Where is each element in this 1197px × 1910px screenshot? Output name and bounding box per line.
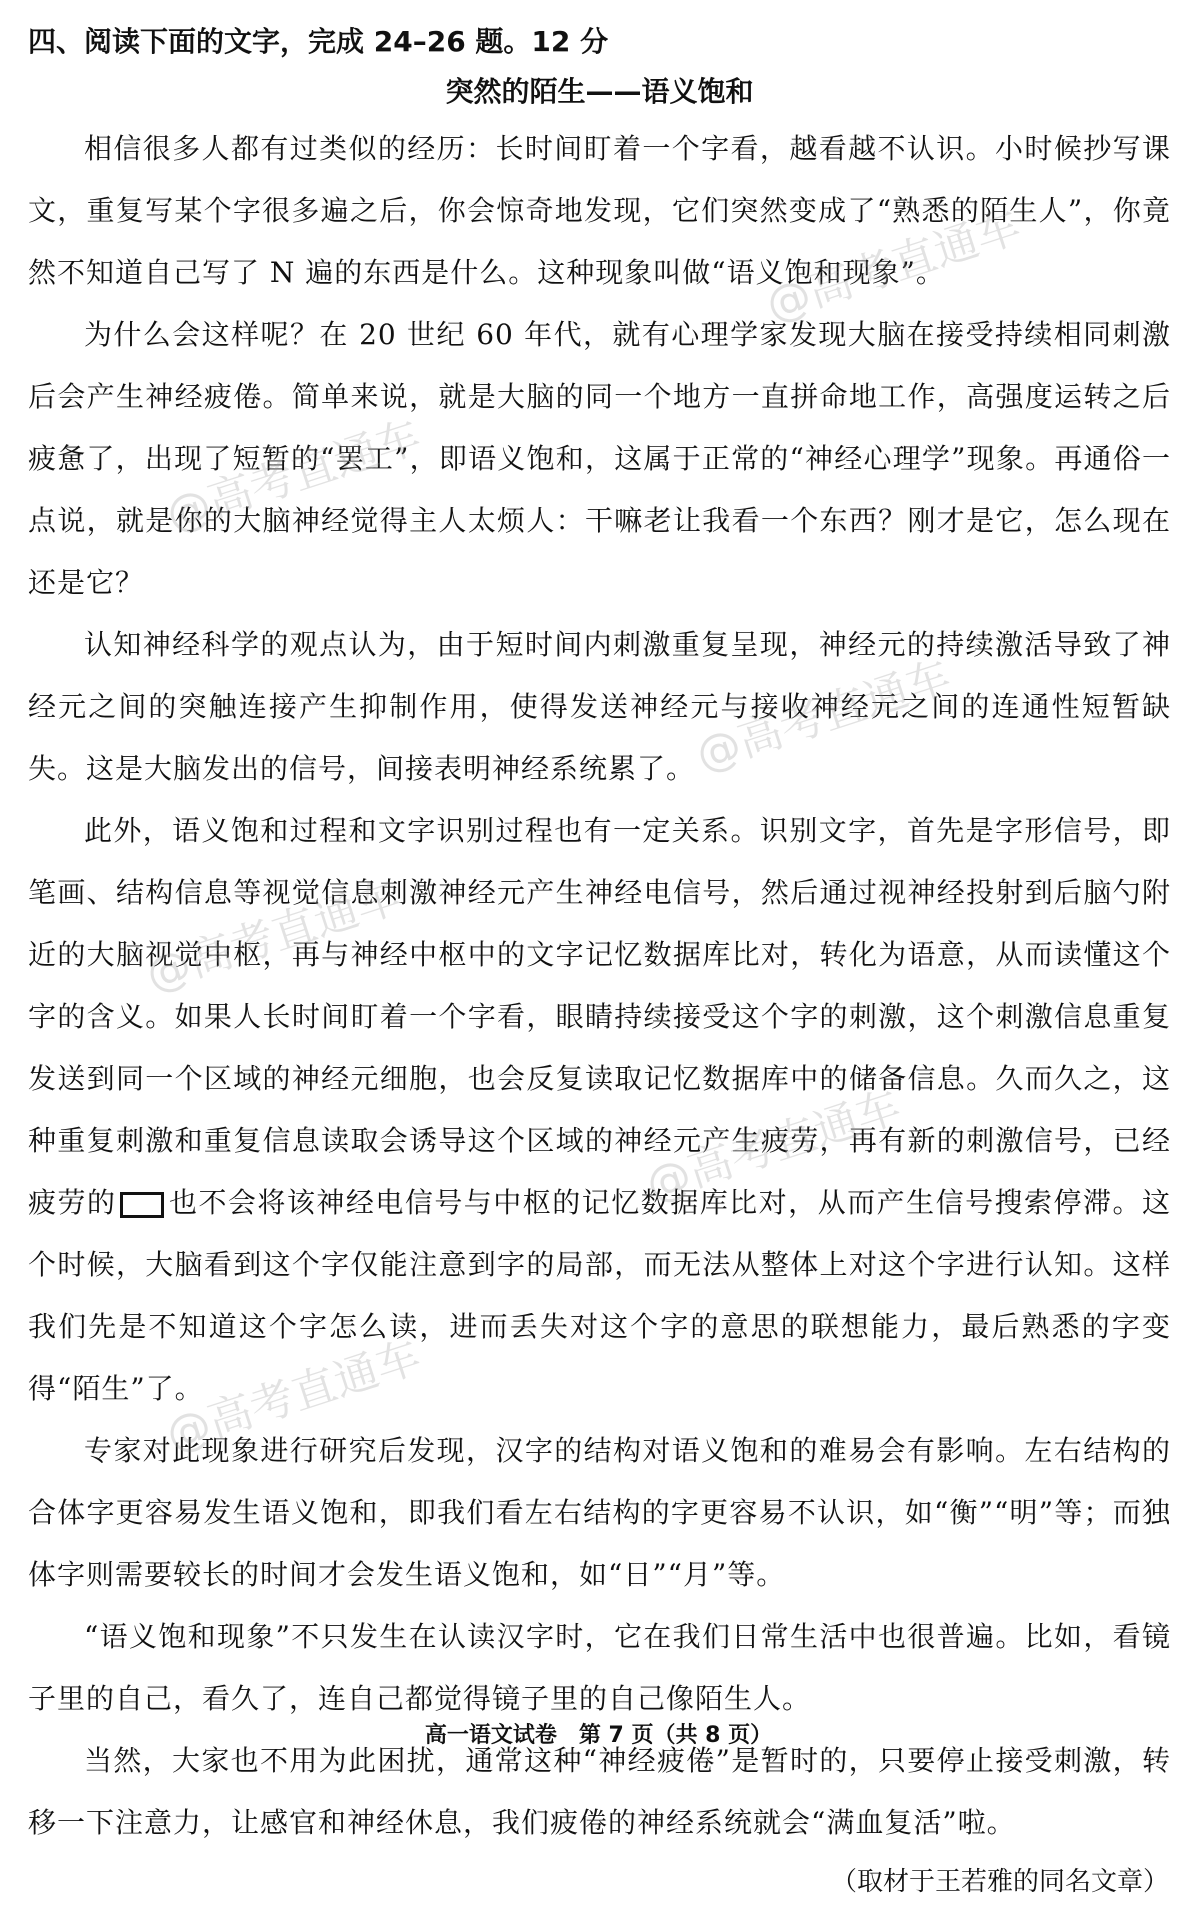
source-note: （取材于王若雅的同名文章） (830, 1867, 1169, 1897)
section-heading: 四、阅读下面的文字，完成 24–26 题。12 分 (28, 25, 609, 58)
paragraph-7: 当然，大家也不用为此困扰，通常这种“神经疲倦”是暂时的，只要停止接受刺激，转移一下注意力，让感官和神经休息，我们疲倦的神经系统就会“满血复活”啦。 (28, 1744, 1171, 1839)
watermark: @高考直通车 (139, 871, 407, 1002)
paragraph-4-before: 此外，语义饱和过程和文字识别过程也有一定关系。识别文字，首先是字形信号，即笔画、结构信息等视觉信息刺激神经元产生神经电信号，然后通过视神经投射到后脑勺附近的大脑视觉中枢，再与神经中枢中的文字记忆数据库比对，转化为语意，从而读懂这个字的含义。如果人长时间盯着一个字看，眼睛持续接受这个字的刺激，这个刺激信息重复发送到同一个区域的神经元细胞，也会反复读取记忆数据库中的储备信息。久而久之，这种重复刺激和重复信息读取会诱导这个区域的神经元产生疲劳，再有新的刺激信号，已经疲劳的 (28, 814, 1171, 1219)
paragraph-1: 相信很多人都有过类似的经历：长时间盯着一个字看，越看越不认识。小时候抄写课文，重复写某个字很多遍之后，你会惊奇地发现，它们突然变成了“熟悉的陌生人”，你竟然不知道自己写了 N 遍的东西是什么。这种现象叫做“语义饱和现象”。 (28, 132, 1171, 289)
page-footer: 高一语文试卷 第 7 页（共 8 页） (424, 1723, 773, 1748)
paragraph-4 (28, 800, 1171, 1420)
paragraph-5: 专家对此现象进行研究后发现，汉字的结构对语义饱和的难易会有影响。左右结构的合体字更容易发生语义饱和，即我们看左右结构的字更容易不认识，如“衡”“明”等；而独体字则需要较长的时间才会发生语义饱和，如“日”“月”等。 (28, 1434, 1171, 1591)
paragraph-4-after: 也不会将该神经电信号与中枢的记忆数据库比对，从而产生信号搜索停滞。这个时候，大脑看到这个字仅能注意到字的局部，而无法从整体上对这个字进行认知。这样我们先是不知道这个字怎么读，进而丢失对这个字的意思的联想能力，最后熟悉的字变得“陌生”了。 (28, 1186, 1171, 1405)
paragraph-2: 为什么会这样呢？在 20 世纪 60 年代，就有心理学家发现大脑在接受持续相同刺激后会产生神经疲倦。简单来说，就是大脑的同一个地方一直拼命地工作，高强度运转之后疲惫了，出现了短暂的“罢工”，即语义饱和，这属于正常的“神经心理学”现象。再通俗一点说，就是你的大脑神经觉得主人太烦人：干嘛老让我看一个东西？刚才是它，怎么现在还是它？ (28, 318, 1171, 599)
fill-in-blank-box (120, 1192, 164, 1218)
watermark: @高考直通车 (159, 1331, 427, 1462)
paragraph-6: “语义饱和现象”不只发生在认读汉字时，它在我们日常生活中也很普遍。比如，看镜子里的自己，看久了，连自己都觉得镜子里的自己像陌生人。 (28, 1620, 1171, 1715)
watermark: @高考直通车 (689, 651, 957, 782)
article-title: 突然的陌生——语义饱和 (445, 75, 754, 108)
watermark: @高考直通车 (159, 411, 427, 542)
paragraph-3: 认知神经科学的观点认为，由于短时间内刺激重复呈现，神经元的持续激活导致了神经元之间的突触连接产生抑制作用，使得发送神经元与接收神经元之间的连通性短暂缺失。这是大脑发出的信号，间接表明神经系统累了。 (28, 628, 1171, 785)
watermark: @高考直通车 (639, 1081, 907, 1212)
watermark: @高考直通车 (759, 201, 1027, 332)
